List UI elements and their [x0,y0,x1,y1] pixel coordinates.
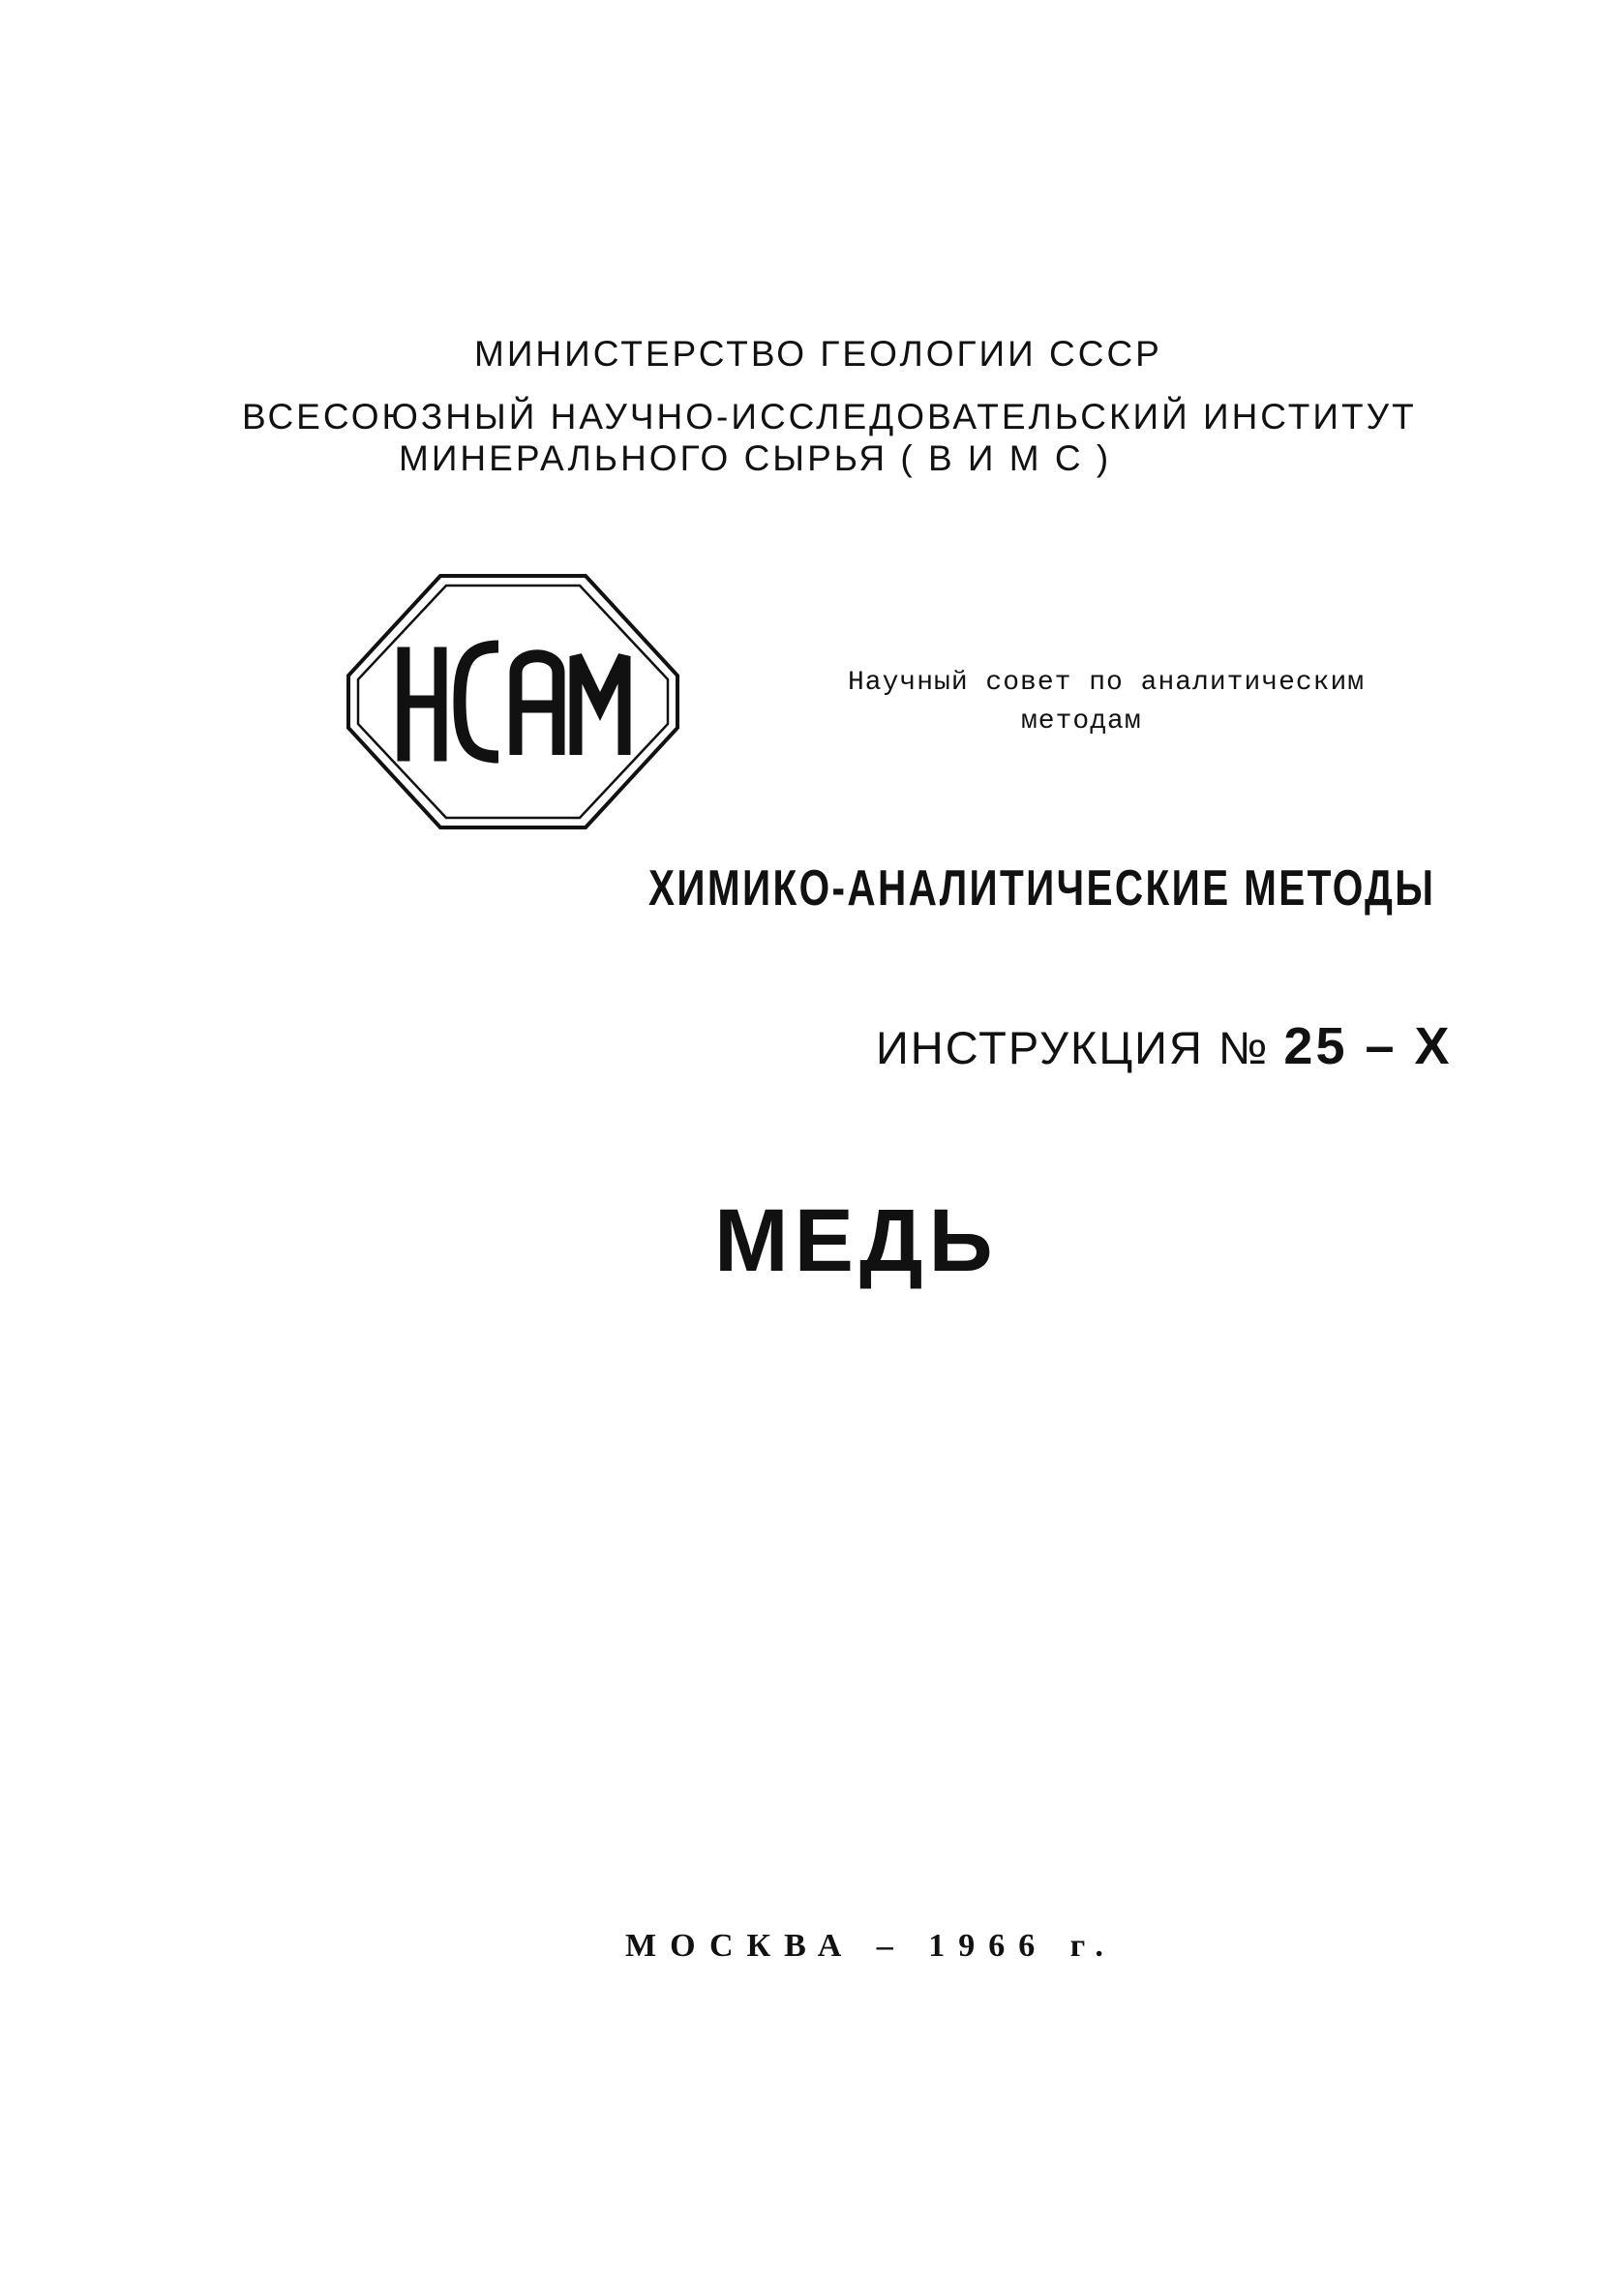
institute-name-line2: МИНЕРАЛЬНОГО СЫРЬЯ ( В И М С ) [399,438,1112,478]
institute-name-line1: ВСЕСОЮЗНЫЙ НАУЧНО-ИССЛЕДОВАТЕЛЬСКИЙ ИНСТИТУТ [242,397,1417,436]
series-title: ХИМИКО-АНАЛИТИЧЕСКИЕ МЕТОДЫ [648,860,1436,917]
publication-imprint: МОСКВА – 1966 г. [625,1928,1117,1964]
ministry-name: МИНИСТЕРСТВО ГЕОЛОГИИ СССР [474,334,1162,374]
council-name-line2: методам [1021,707,1142,737]
ncam-logo [344,571,682,832]
instruction-number [876,1016,1453,1076]
document-subject: МЕДЬ [714,1191,999,1290]
instruction-code: 25 – Х [1283,1017,1453,1075]
council-name-line1: Научный совет по аналитическим [848,668,1366,698]
instruction-label: ИНСТРУКЦИЯ № [876,1022,1270,1073]
